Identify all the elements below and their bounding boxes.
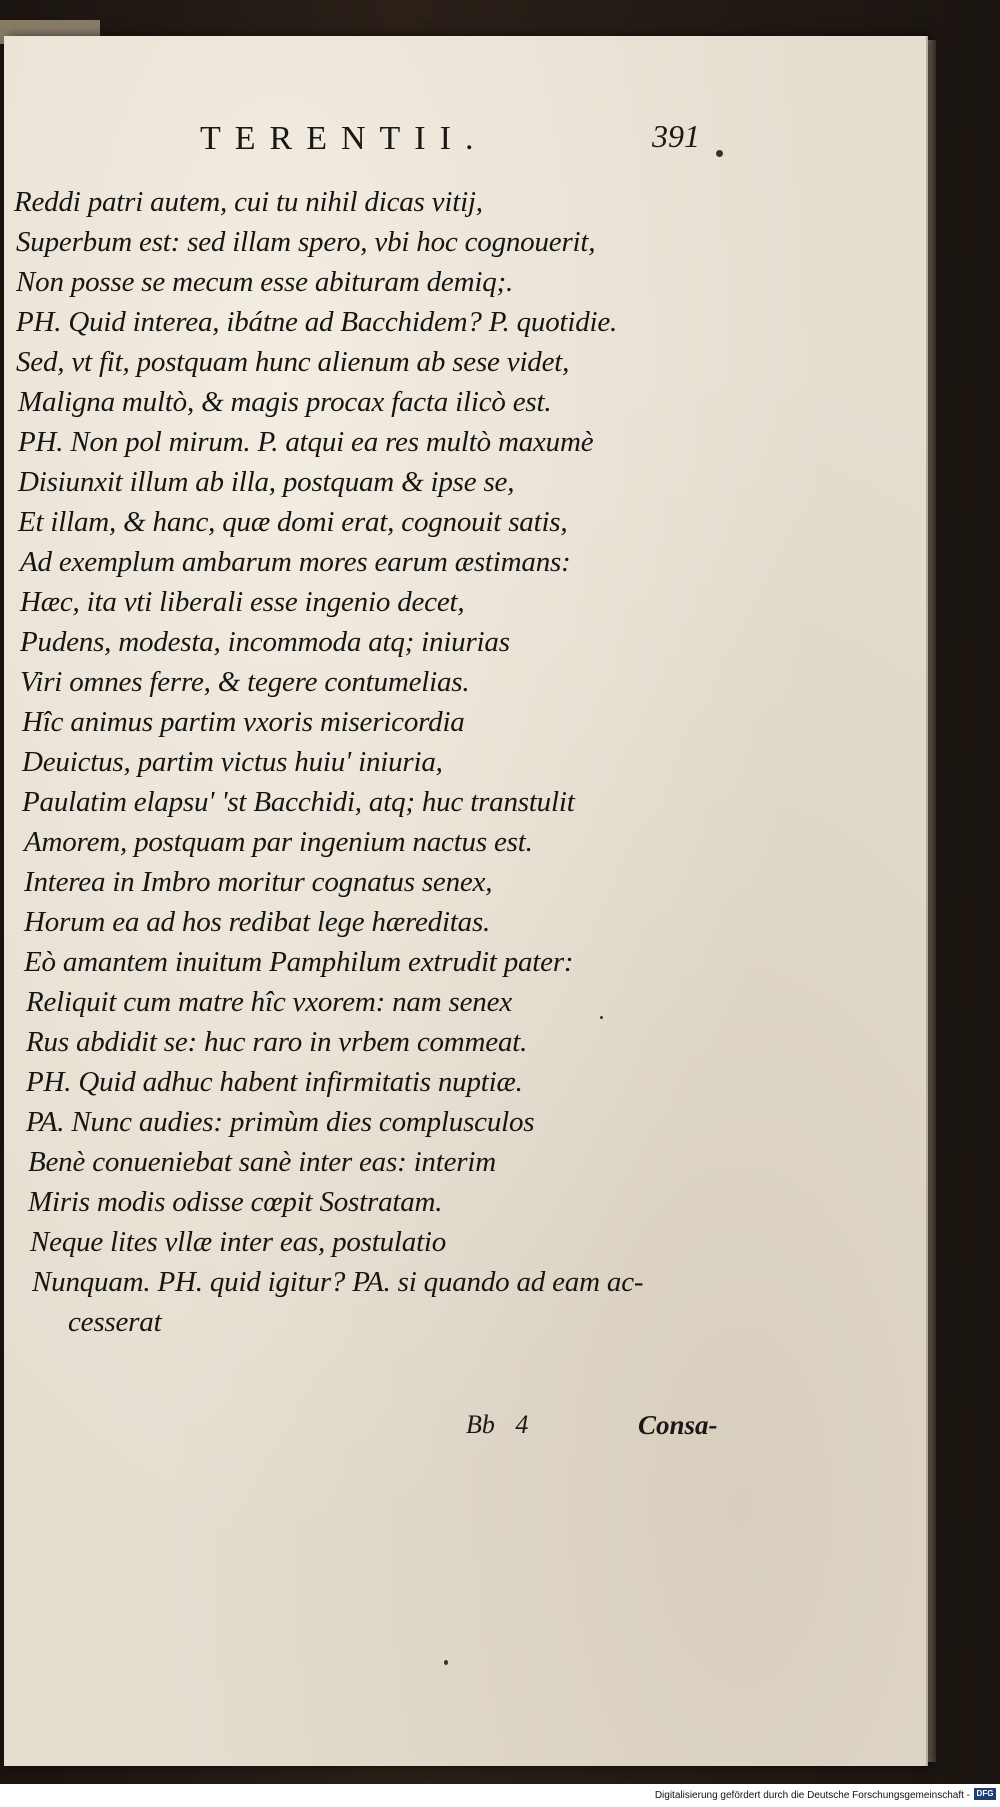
verse-line: Benè conueniebat sanè inter eas: interim [28, 1146, 496, 1178]
verse-line: Pudens, modesta, incommoda atq; iniurias [20, 626, 510, 658]
verse-line-continuation: cesserat [68, 1306, 162, 1338]
verse-line: Reliquit cum matre hîc vxorem: nam senex [26, 986, 512, 1018]
dfg-logo-icon: DFG [974, 1788, 996, 1800]
verse-line: Hîc animus partim vxoris misericordia [22, 706, 465, 738]
page-number: 391 [652, 118, 700, 154]
verse-line: Disiunxit illum ab illa, postquam & ipse se, [18, 466, 515, 498]
digitization-credit: Digitalisierung gefördert durch die Deutsche Forschungsgemeinschaft - [654, 1790, 970, 1801]
verse-line: Paulatim elapsu' 'st Bacchidi, atq; huc transtulit [22, 786, 575, 818]
ink-speck [716, 150, 723, 157]
verse-line: Reddi patri autem, cui tu nihil dicas vitij, [14, 186, 483, 218]
signature-mark: Bb 4 [466, 1410, 529, 1439]
verse-line: Non posse se mecum esse abituram demiq;. [16, 266, 514, 298]
verse-line: PH. Quid adhuc habent infirmitatis nuptiæ. [26, 1066, 523, 1098]
verse-line: Deuictus, partim victus huiu' iniuria, [22, 746, 443, 778]
verse-line: Interea in Imbro moritur cognatus senex, [24, 866, 493, 898]
ink-speck [444, 1660, 448, 1665]
verse-line: Neque lites vllæ inter eas, postulatio [30, 1226, 447, 1258]
ink-speck [600, 1016, 603, 1019]
verse-line: Hæc, ita vti liberali esse ingenio decet, [20, 586, 465, 618]
verse-line: Sed, vt fit, postquam hunc alienum ab sese videt, [16, 346, 570, 378]
verse-line: Maligna multò, & magis procax facta ilicò est. [18, 386, 552, 418]
verse-line: Superbum est: sed illam spero, vbi hoc cognouerit, [16, 226, 596, 258]
verse-line: Ad exemplum ambarum mores earum æstimans: [20, 546, 571, 578]
verse-line: PH. Quid interea, ibátne ad Bacchidem? P. quotidie. [16, 306, 618, 338]
verse-line: Eò amantem inuitum Pamphilum extrudit pater: [24, 946, 574, 978]
running-head: TERENTII. [200, 120, 488, 157]
verse-line: Viri omnes ferre, & tegere contumelias. [20, 666, 470, 698]
verse-line: Horum ea ad hos redibat lege hæreditas. [24, 906, 491, 938]
book-page [4, 36, 928, 1766]
verse-line: Et illam, & hanc, quæ domi erat, cognouit satis, [18, 506, 568, 538]
verse-line: PA. Nunc audies: primùm dies complusculos [26, 1106, 535, 1138]
verse-line: Rus abdidit se: huc raro in vrbem commeat. [26, 1026, 528, 1058]
verse-line: PH. Non pol mirum. P. atqui ea res multò maxumè [18, 426, 594, 458]
verse-line: Amorem, postquam par ingenium nactus est. [24, 826, 533, 858]
verse-line: Miris modis odisse cœpit Sostratam. [28, 1186, 443, 1218]
catchword: Consa- [638, 1410, 718, 1440]
verse-line: Nunquam. PH. quid igitur? PA. si quando ad eam ac- [32, 1266, 644, 1298]
